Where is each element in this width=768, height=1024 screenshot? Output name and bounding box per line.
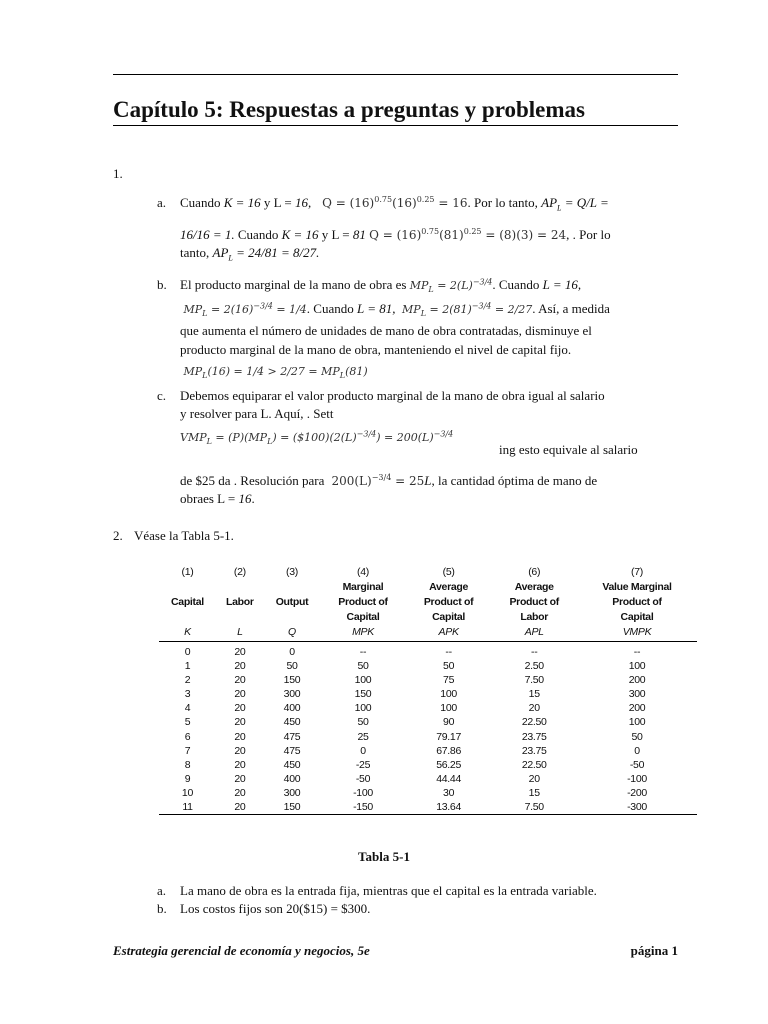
table-cell: 0: [289, 646, 295, 658]
top-rule: [113, 74, 678, 75]
table-cell: 6: [184, 730, 191, 743]
table-cell: 20: [234, 716, 246, 729]
col-1-name: Capital: [171, 596, 204, 608]
question-2-text: Véase la Tabla 5-1.: [134, 528, 234, 543]
table-row: [159, 659, 697, 673]
table-cell: 20: [528, 772, 540, 785]
col-6-symbol: APL: [491, 625, 577, 642]
col-7-line3: Capital: [620, 611, 654, 623]
production-table: [159, 565, 697, 815]
col-7-line2: Product of: [612, 596, 662, 608]
question-2-number: 2.: [113, 528, 123, 543]
table-cell: 450: [283, 758, 301, 771]
col-num-2: (2): [233, 566, 246, 578]
item-1c-line5: obraes L = 16.: [180, 491, 255, 506]
col-6-line1: Average: [514, 581, 554, 593]
table-cell: 300: [628, 688, 646, 701]
table-cell: -150: [320, 800, 406, 815]
table-row: [159, 800, 697, 815]
table-cell: 22.50: [521, 716, 547, 729]
table-cell: 20: [234, 660, 246, 673]
item-1b-line5: [180, 362, 680, 380]
table-cell: 0: [634, 744, 640, 757]
table-cell: 7.50: [524, 674, 544, 687]
table-cell: 475: [283, 730, 301, 743]
table-cell: 150: [283, 674, 301, 687]
table-cell: 50: [443, 660, 455, 673]
table-cell: 300: [283, 688, 301, 701]
table-cell: 4: [184, 702, 191, 715]
table-cell: 50: [286, 660, 298, 673]
table-row: [159, 744, 697, 758]
question-1-number: 1.: [113, 166, 123, 181]
table-cell: 90: [443, 716, 455, 729]
table-cell: 400: [283, 702, 301, 715]
table-cell: 22.50: [521, 758, 547, 771]
table-cell: 50: [631, 730, 643, 743]
table-cell: 20: [234, 688, 246, 701]
table-cell: 7: [184, 744, 191, 757]
col-5-line3: Capital: [432, 611, 466, 623]
table-cell: 20: [234, 702, 246, 715]
item-1a-label: a.: [157, 195, 167, 210]
col-4-line1: Marginal: [342, 581, 384, 593]
col-5-line1: Average: [429, 581, 469, 593]
header-line2-row: [159, 595, 697, 610]
table-cell: -50: [629, 758, 645, 771]
table-cell: 20: [234, 646, 246, 658]
col-num-4: (4): [357, 566, 369, 578]
equation-solve-l: $200(L)^{-3/4} = 25$: [327, 473, 425, 488]
item-1c-line1: Debemos equiparar el valor producto marginal de la mano de obra igual al salario: [180, 388, 605, 403]
table-cell: 11: [159, 800, 216, 815]
table-cell: 100: [354, 674, 372, 687]
col-1-symbol: K: [159, 625, 216, 642]
table-cell: 15: [528, 786, 540, 799]
col-2-name: Labor: [226, 596, 254, 608]
table-row: [159, 786, 697, 800]
item-1a-line1: Cuando K = 16 y L = 16, $Q = (16)^{0.75}(16)^{0.25} = 16$. Por lo tanto, $AP_L = Q/L$ =: [180, 195, 609, 213]
col-3-name: Output: [275, 596, 309, 608]
table-cell: 20: [234, 758, 246, 771]
table-cell: -100: [353, 786, 373, 799]
item-2b-label: b.: [157, 901, 167, 916]
table-cell: 5: [184, 716, 191, 729]
col-4-line2: Product of: [338, 596, 388, 608]
table-cell: 100: [628, 716, 646, 729]
table-cell: 1: [184, 660, 191, 673]
table-cell: 3: [184, 688, 191, 701]
header-line1-row: [159, 580, 697, 595]
table-row: [159, 642, 697, 660]
table-cell: 79.17: [436, 730, 461, 743]
header-symbols-row: [159, 625, 697, 642]
table-cell: -200: [627, 786, 647, 799]
table-cell: 20: [234, 744, 246, 757]
table-row: [159, 687, 697, 701]
table-cell: 44.44: [436, 772, 461, 785]
table-cell: 20: [234, 730, 246, 743]
page-title: Capítulo 5: Respuestas a preguntas y problemas: [113, 96, 678, 126]
table-cell: --: [531, 646, 538, 658]
table-cell: 56.25: [436, 758, 461, 771]
table-row: [159, 715, 697, 729]
col-7-symbol: VMPK: [577, 625, 697, 642]
header-line3-row: [159, 610, 697, 625]
col-num-7: (7): [631, 566, 643, 578]
table-cell: --: [445, 646, 452, 658]
table-cell: 200: [628, 674, 646, 687]
col-6-line3: Labor: [520, 611, 549, 623]
table-cell: 400: [283, 772, 301, 785]
table-cell: 75: [443, 674, 455, 687]
item-1a-line3: tanto, $AP_L = 24/81 = 8/27$.: [180, 245, 320, 263]
equation-q-16-81: $Q = (16)^{0.75}(81)^{0.25} = (8)(3) = 24$: [369, 227, 567, 242]
item-1b-line2: $MP_L = 2(16)^{-3/4} = 1/4$. Cuando L = 81, $MP_L = 2(81)^{-3/4} = 2/27$. Así, a medida: [180, 301, 610, 319]
table-cell: 67.86: [436, 744, 461, 757]
table-cell: 9: [184, 772, 191, 785]
table-cell: 475: [283, 744, 301, 757]
item-1a-line2: 16/16 = 1. Cuando K = 16 y L = 81 $Q = (16)^{0.75}(81)^{0.25} = (8)(3) = 24$, . Por lo: [180, 227, 611, 242]
table-cell: 0: [184, 646, 191, 658]
col-4-line3: Capital: [346, 611, 380, 623]
table-cell: 20: [234, 772, 246, 785]
item-2b-text: Los costos fijos son 20($15) = $300.: [180, 901, 371, 916]
table-cell: 2: [184, 674, 191, 687]
col-6-line2: Product of: [509, 596, 559, 608]
table-cell: 450: [283, 716, 301, 729]
table-cell: -50: [355, 772, 371, 785]
col-7-line1: Value Marginal: [602, 581, 672, 593]
table-cell: 7.50: [491, 800, 577, 815]
table-cell: 300: [283, 786, 301, 799]
equation-vmpl: $VMP_L = (P)(MP_L)$ = $(\$100)(2(L)^{-3/4}) = 200(L)^{-3/4}$: [180, 429, 454, 447]
header-numbers-row: [159, 565, 697, 580]
table-cell: 150: [264, 800, 320, 815]
table-row: [159, 758, 697, 772]
table-cell: 20: [234, 786, 246, 799]
equation-q-16-16: $Q = (16)^{0.75}(16)^{0.25} = 16$: [314, 195, 468, 210]
item-1b-line3: que aumenta el número de unidades de mano de obra contratadas, disminuye el: [180, 323, 592, 338]
col-num-3: (3): [286, 566, 298, 578]
col-num-5: (5): [442, 566, 455, 578]
table-cell: 100: [354, 702, 372, 715]
table-cell: 100: [628, 660, 646, 673]
equation-mpl-comparison: $MP_L(16) = 1/4 > 2/27 = MP_L(81)$: [180, 365, 368, 381]
item-1b-label: b.: [157, 277, 167, 292]
table-cell: 200: [628, 702, 646, 715]
page-footer: [113, 942, 678, 959]
col-num-1: (1): [181, 566, 194, 578]
table-row: [159, 673, 697, 687]
col-2-symbol: L: [216, 625, 264, 642]
table-cell: 30: [443, 786, 455, 799]
table-cell: 100: [440, 688, 457, 701]
table-cell: 2.50: [524, 660, 544, 673]
table-cell: 10: [181, 786, 194, 799]
table-cell: 23.75: [521, 744, 547, 757]
item-1b-line4: producto marginal de la mano de obra, manteniendo el nivel de capital fijo.: [180, 342, 572, 357]
item-1c-label: c.: [157, 388, 167, 403]
table-cell: -300: [577, 800, 697, 815]
equation-mpl-general: $MP_L = 2(L)^{-3/4}$: [409, 277, 493, 295]
table-cell: 20: [234, 674, 246, 687]
table-caption: Tabla 5-1: [358, 849, 410, 864]
col-3-symbol: Q: [264, 625, 320, 642]
table-cell: 13.64: [406, 800, 492, 815]
table-cell: 15: [528, 688, 540, 701]
footer-page-number: página 1: [630, 943, 678, 958]
col-5-line2: Product of: [423, 596, 474, 608]
item-1c-line3-tail: ing esto equivale al salario: [499, 442, 638, 457]
equation-mpl-81: $MP_L = 2(81)^{-3/4} = 2/27$: [402, 301, 533, 319]
footer-book-title: Estrategia gerencial de economía y negocios, 5e: [113, 943, 370, 958]
table-cell: --: [633, 646, 641, 658]
item-1c-line2: y resolver para L. Aquí, . Sett: [180, 406, 334, 421]
col-5-symbol: APK: [406, 625, 492, 642]
table-cell: 8: [184, 758, 191, 771]
table-row: [159, 701, 697, 715]
table-cell: -100: [627, 772, 647, 785]
table-cell: 25: [357, 730, 369, 743]
col-num-6: (6): [528, 566, 541, 578]
table-cell: -25: [355, 758, 371, 771]
table-row: [159, 730, 697, 744]
table-cell: 23.75: [521, 730, 547, 743]
item-1b-line1: El producto marginal de la mano de obra es $MP_L = 2(L)^{-3/4}$. Cuando L = 16,: [180, 277, 582, 295]
table-cell: 50: [357, 660, 369, 673]
table-cell: 20: [216, 800, 264, 815]
item-1c-line4: de $25 da . Resolución para $200(L)^{-3/4} = 25L$, la cantidad óptima de mano de: [180, 473, 598, 488]
table-row: [159, 772, 697, 786]
table-cell: 20: [528, 702, 540, 715]
col-4-symbol: MPK: [320, 625, 406, 642]
table-cell: 100: [440, 702, 457, 715]
table-cell: 0: [360, 744, 366, 757]
table-cell: 50: [357, 716, 369, 729]
table-cell: --: [359, 646, 367, 658]
item-2a-label: a.: [157, 883, 167, 898]
equation-mpl-16: $MP_L = 2(16)^{-3/4} = 1/4$: [180, 301, 307, 319]
table-cell: 150: [354, 688, 372, 701]
item-2a-text: La mano de obra es la entrada fija, mientras que el capital es la entrada variable.: [180, 883, 597, 898]
